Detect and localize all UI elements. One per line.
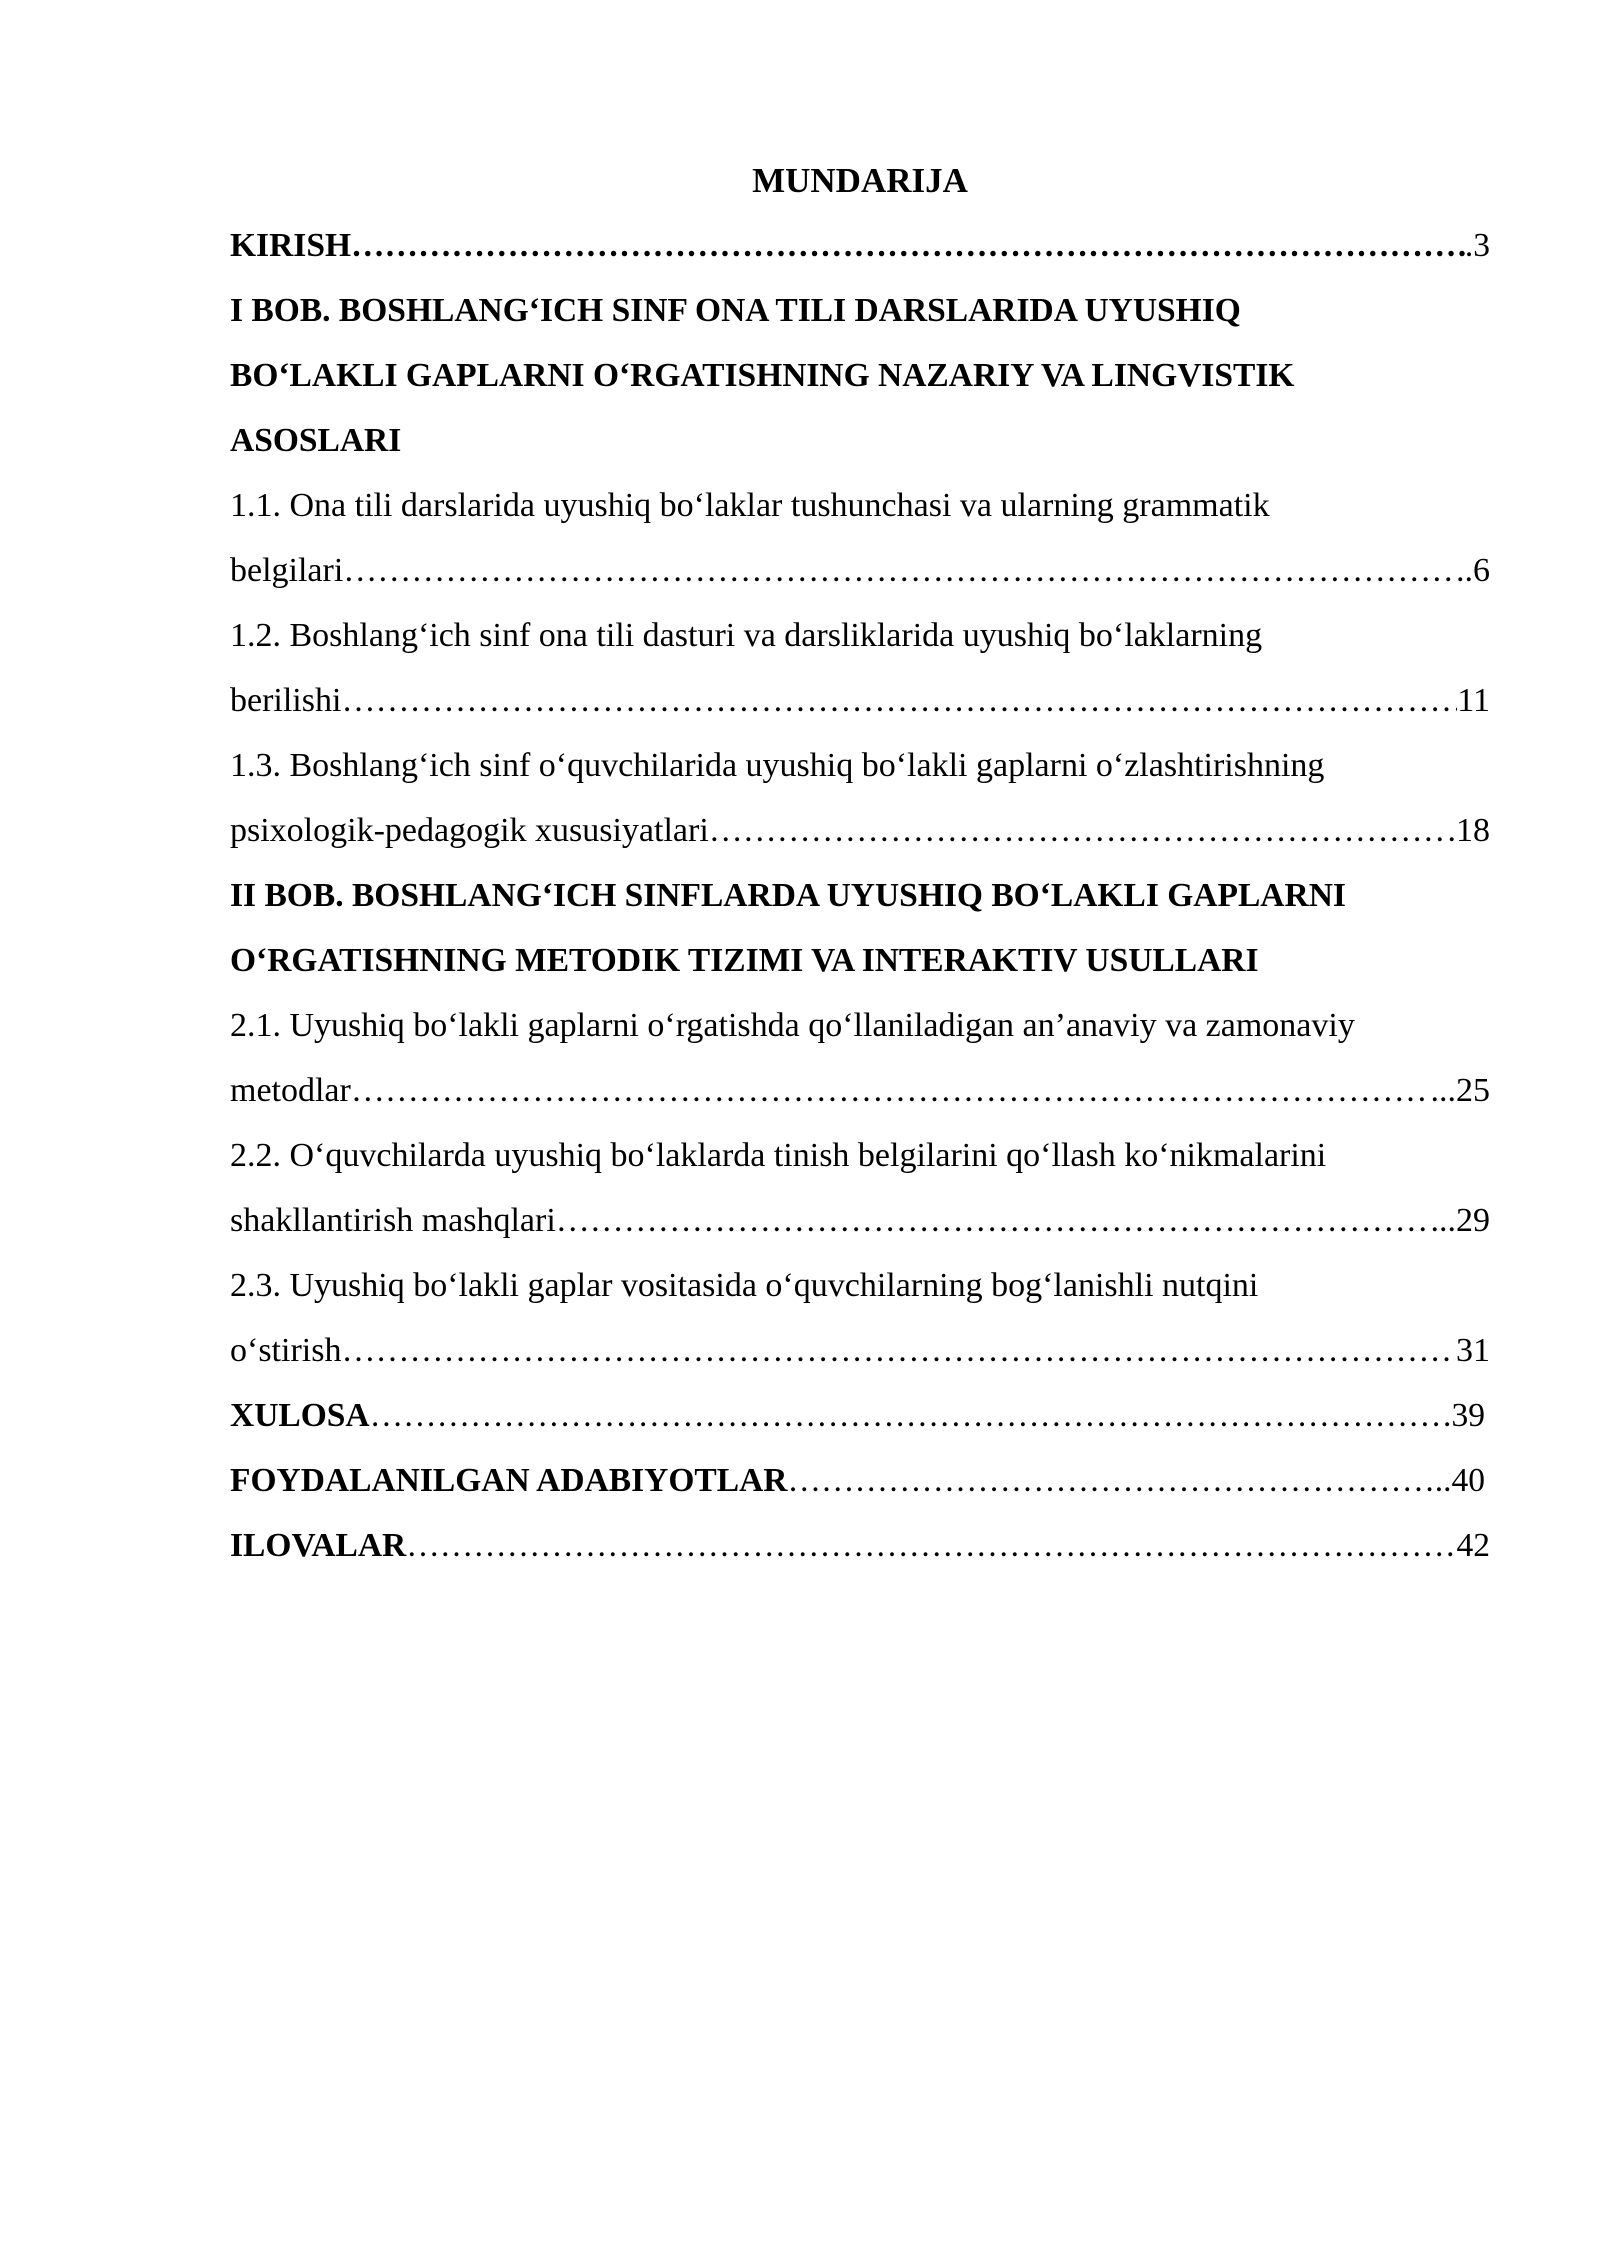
chapter-1-heading-line-3: ASOSLARI: [230, 422, 402, 459]
section-2-2-line-1: 2.2. O‘quvchilarda uyushiq bo‘laklarda tinish belgilarini qo‘llash ko‘nikmalarini: [230, 1137, 1327, 1174]
leader-dots: [406, 1513, 1456, 1578]
toc-entry-label: belgilari: [230, 552, 344, 589]
toc-entry-kirish: [230, 213, 1490, 278]
toc-entry-label: o‘stirish: [230, 1332, 342, 1369]
toc-page-number: 39: [1451, 1397, 1485, 1434]
toc-page-number: ...25: [1430, 1072, 1490, 1109]
leader-dots: [341, 668, 1457, 733]
chapter-2-heading-line-2: O‘RGATISHNING METODIK TIZIMI VA INTERAKTIV USULLARI: [230, 942, 1259, 979]
chapter-1-heading-line-2: BO‘LAKLI GAPLARNI O‘RGATISHNING NAZARIY VA LINGVISTIK: [230, 357, 1295, 394]
toc-page-number: 31: [1456, 1332, 1490, 1369]
leader-dots: [341, 1318, 1456, 1383]
table-of-contents: [230, 148, 1490, 1578]
chapter-2-heading-line-1: II BOB. BOSHLANG‘ICH SINFLARDA UYUSHIQ BO‘LAKLI GAPLARNI: [230, 877, 1346, 914]
section-1-3-line-1: 1.3. Boshlang‘ich sinf o‘quvchilarida uyushiq bo‘lakli gaplarni o‘zlashtirishning: [230, 747, 1325, 784]
section-1-1-line-1: 1.1. Ona tili darslarida uyushiq bo‘laklar tushunchasi va ularning grammatik: [230, 487, 1270, 524]
leader-dots: [787, 1448, 1434, 1513]
section-2-1-line-1: 2.1. Uyushiq bo‘lakli gaplarni o‘rgatishda qo‘llaniladigan an’anaviy va zamonaviy: [230, 1007, 1355, 1044]
toc-entry-section-2-2: [230, 1188, 1490, 1253]
toc-page-number: .18: [1447, 812, 1490, 849]
toc-page-number: 42: [1456, 1527, 1490, 1564]
leader-dots: [351, 213, 1465, 278]
toc-entry-xulosa: [230, 1383, 1485, 1448]
toc-title: MUNDARIJA: [752, 161, 968, 200]
section-2-3-line-1: 2.3. Uyushiq bo‘lakli gaplar vositasida o‘quvchilarning bog‘lanishli nutqini: [230, 1267, 1259, 1304]
toc-entry-section-1-3: [230, 798, 1490, 863]
leader-dots: [351, 1058, 1431, 1123]
toc-entry-section-1-2: [230, 668, 1490, 733]
toc-page-number: ..40: [1434, 1462, 1485, 1499]
toc-page-number: 11: [1457, 682, 1490, 719]
leader-dots: [556, 1188, 1431, 1253]
toc-entry-label: FOYDALANILGAN ADABIYOTLAR: [230, 1462, 788, 1499]
toc-entry-label: metodlar: [230, 1072, 351, 1109]
toc-entry-label: psixologik-pedagogik xususiyatlari: [230, 812, 709, 849]
toc-entry-label: XULOSA: [230, 1397, 370, 1434]
toc-entry-adabiyotlar: [230, 1448, 1485, 1513]
toc-entry-ilovalar: [230, 1513, 1490, 1578]
toc-entry-section-2-3: [230, 1318, 1490, 1383]
toc-entry-section-1-1: [230, 538, 1490, 603]
chapter-1-heading-line-1: I BOB. BOSHLANG‘ICH SINF ONA TILI DARSLARIDA UYUSHIQ: [230, 292, 1241, 329]
toc-entry-section-2-1: [230, 1058, 1490, 1123]
toc-entry-label: shakllantirish mashqlari: [230, 1202, 556, 1239]
toc-page-number: .3: [1464, 227, 1490, 264]
leader-dots: [343, 538, 1456, 603]
toc-entry-label: berilishi: [230, 682, 342, 719]
leader-dots: [709, 798, 1448, 863]
toc-page-number: ..6: [1456, 552, 1490, 589]
toc-entry-label: KIRISH: [230, 227, 352, 264]
toc-entry-label: ILOVALAR: [230, 1527, 407, 1564]
section-1-2-line-1: 1.2. Boshlang‘ich sinf ona tili dasturi va darsliklarida uyushiq bo‘laklarning: [230, 617, 1263, 654]
toc-page-number: ...29: [1430, 1202, 1490, 1239]
leader-dots: [370, 1383, 1452, 1448]
